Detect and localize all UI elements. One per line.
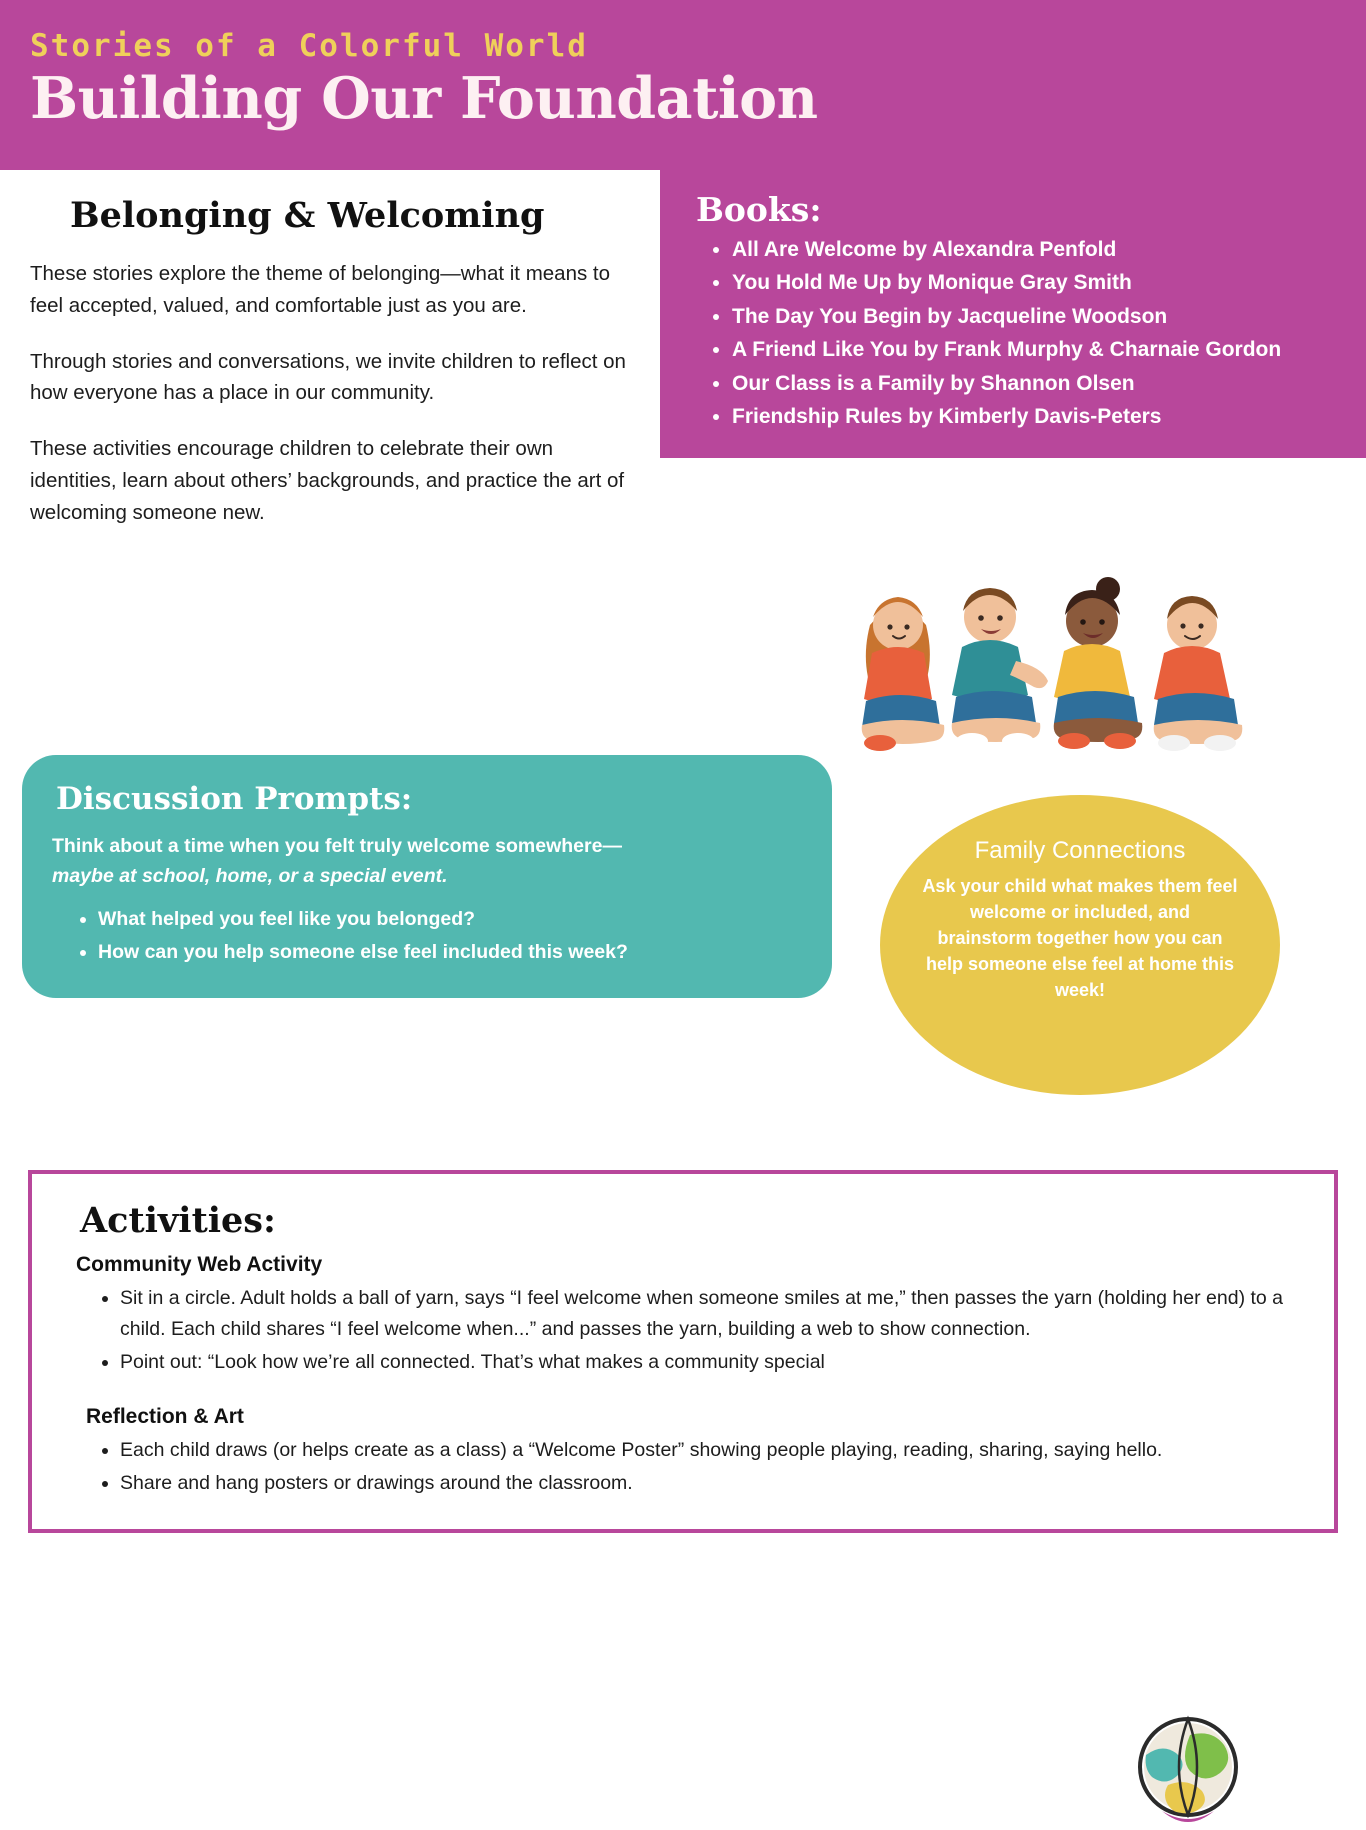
discussion-lead-normal: Think about a time when you felt truly welcome somewhere— (52, 835, 622, 857)
activity-section-title-1: Community Web Activity (76, 1253, 323, 1276)
books-list (686, 235, 1340, 433)
activities-heading: Activities: (80, 1200, 276, 1241)
globe-logo (1128, 1715, 1248, 1825)
belonging-heading: Belonging & Welcoming (70, 195, 545, 236)
list-item: • Share and hang posters or drawings around the classroom. (120, 1468, 1308, 1499)
list-item: • What helped you feel like you belonged? (98, 903, 802, 935)
activities-panel (28, 1170, 1338, 1533)
family-connections-heading: Family Connections (974, 837, 1186, 864)
child-3 (1054, 577, 1143, 749)
list-item: • A Friend Like You by Frank Murphy & Charnaie Gordon (732, 335, 1340, 365)
books-panel (660, 170, 1366, 458)
belonging-section (30, 195, 630, 552)
list-item: • Friendship Rules by Kimberly Davis-Peters (732, 402, 1340, 432)
header-kicker: Stories of a Colorful World (30, 28, 588, 64)
activity-section-title-2: Reflection & Art (86, 1404, 244, 1428)
child-4 (1154, 596, 1243, 751)
list-item: • You Hold Me Up by Monique Gray Smith (732, 268, 1340, 298)
page-header (0, 0, 1366, 170)
activity-list-2 (58, 1435, 1308, 1499)
discussion-lead (52, 831, 802, 891)
discussion-heading: Discussion Prompts: (56, 781, 413, 817)
child-1 (862, 597, 945, 751)
list-item: • All Are Welcome by Alexandra Penfold (732, 235, 1340, 265)
list-item: • Our Class is a Family by Shannon Olsen (732, 369, 1340, 399)
belonging-paragraph-1: These stories explore the theme of belonging—what it means to feel accepted, valued, and comfortable just as you are. (30, 262, 611, 317)
family-connections-text: Ask your child what makes them feel welcome or included, and brainstorm together how you can help someone else feel at home this week! (922, 876, 1238, 1001)
books-heading: Books: (696, 190, 822, 229)
list-item: • Each child draws (or helps create as a class) a “Welcome Poster” showing people playing, reading, sharing, saying hello. (120, 1435, 1308, 1466)
list-item: • Point out: “Look how we’re all connected. That’s what makes a community special (120, 1347, 1308, 1378)
discussion-prompts-panel (22, 755, 832, 998)
family-connections-callout (880, 795, 1280, 1095)
discussion-lead-italic: maybe at school, home, or a special event. (52, 865, 448, 888)
list-item: • How can you help someone else feel included this week? (98, 936, 802, 968)
list-item: • Sit in a circle. Adult holds a ball of yarn, says “I feel welcome when someone smiles at me,” then passes the yarn (holding her end) to a child. Each child shares “I feel welcome when...” and passes the yarn, building a web to show connection. (120, 1283, 1308, 1345)
discussion-list (52, 903, 802, 967)
belonging-paragraph-3: These activities encourage children to celebrate their own identities, learn about others’ backgrounds, and practice the art of welcoming someone new. (30, 437, 625, 524)
child-2 (952, 588, 1048, 749)
list-item: • The Day You Begin by Jacqueline Woodson (732, 302, 1340, 332)
activity-list-1 (58, 1283, 1308, 1379)
page-title: Building Our Foundation (30, 65, 818, 132)
children-illustration (840, 565, 1270, 785)
belonging-paragraph-2: Through stories and conversations, we invite children to reflect on how everyone has a place in our community. (30, 349, 626, 405)
